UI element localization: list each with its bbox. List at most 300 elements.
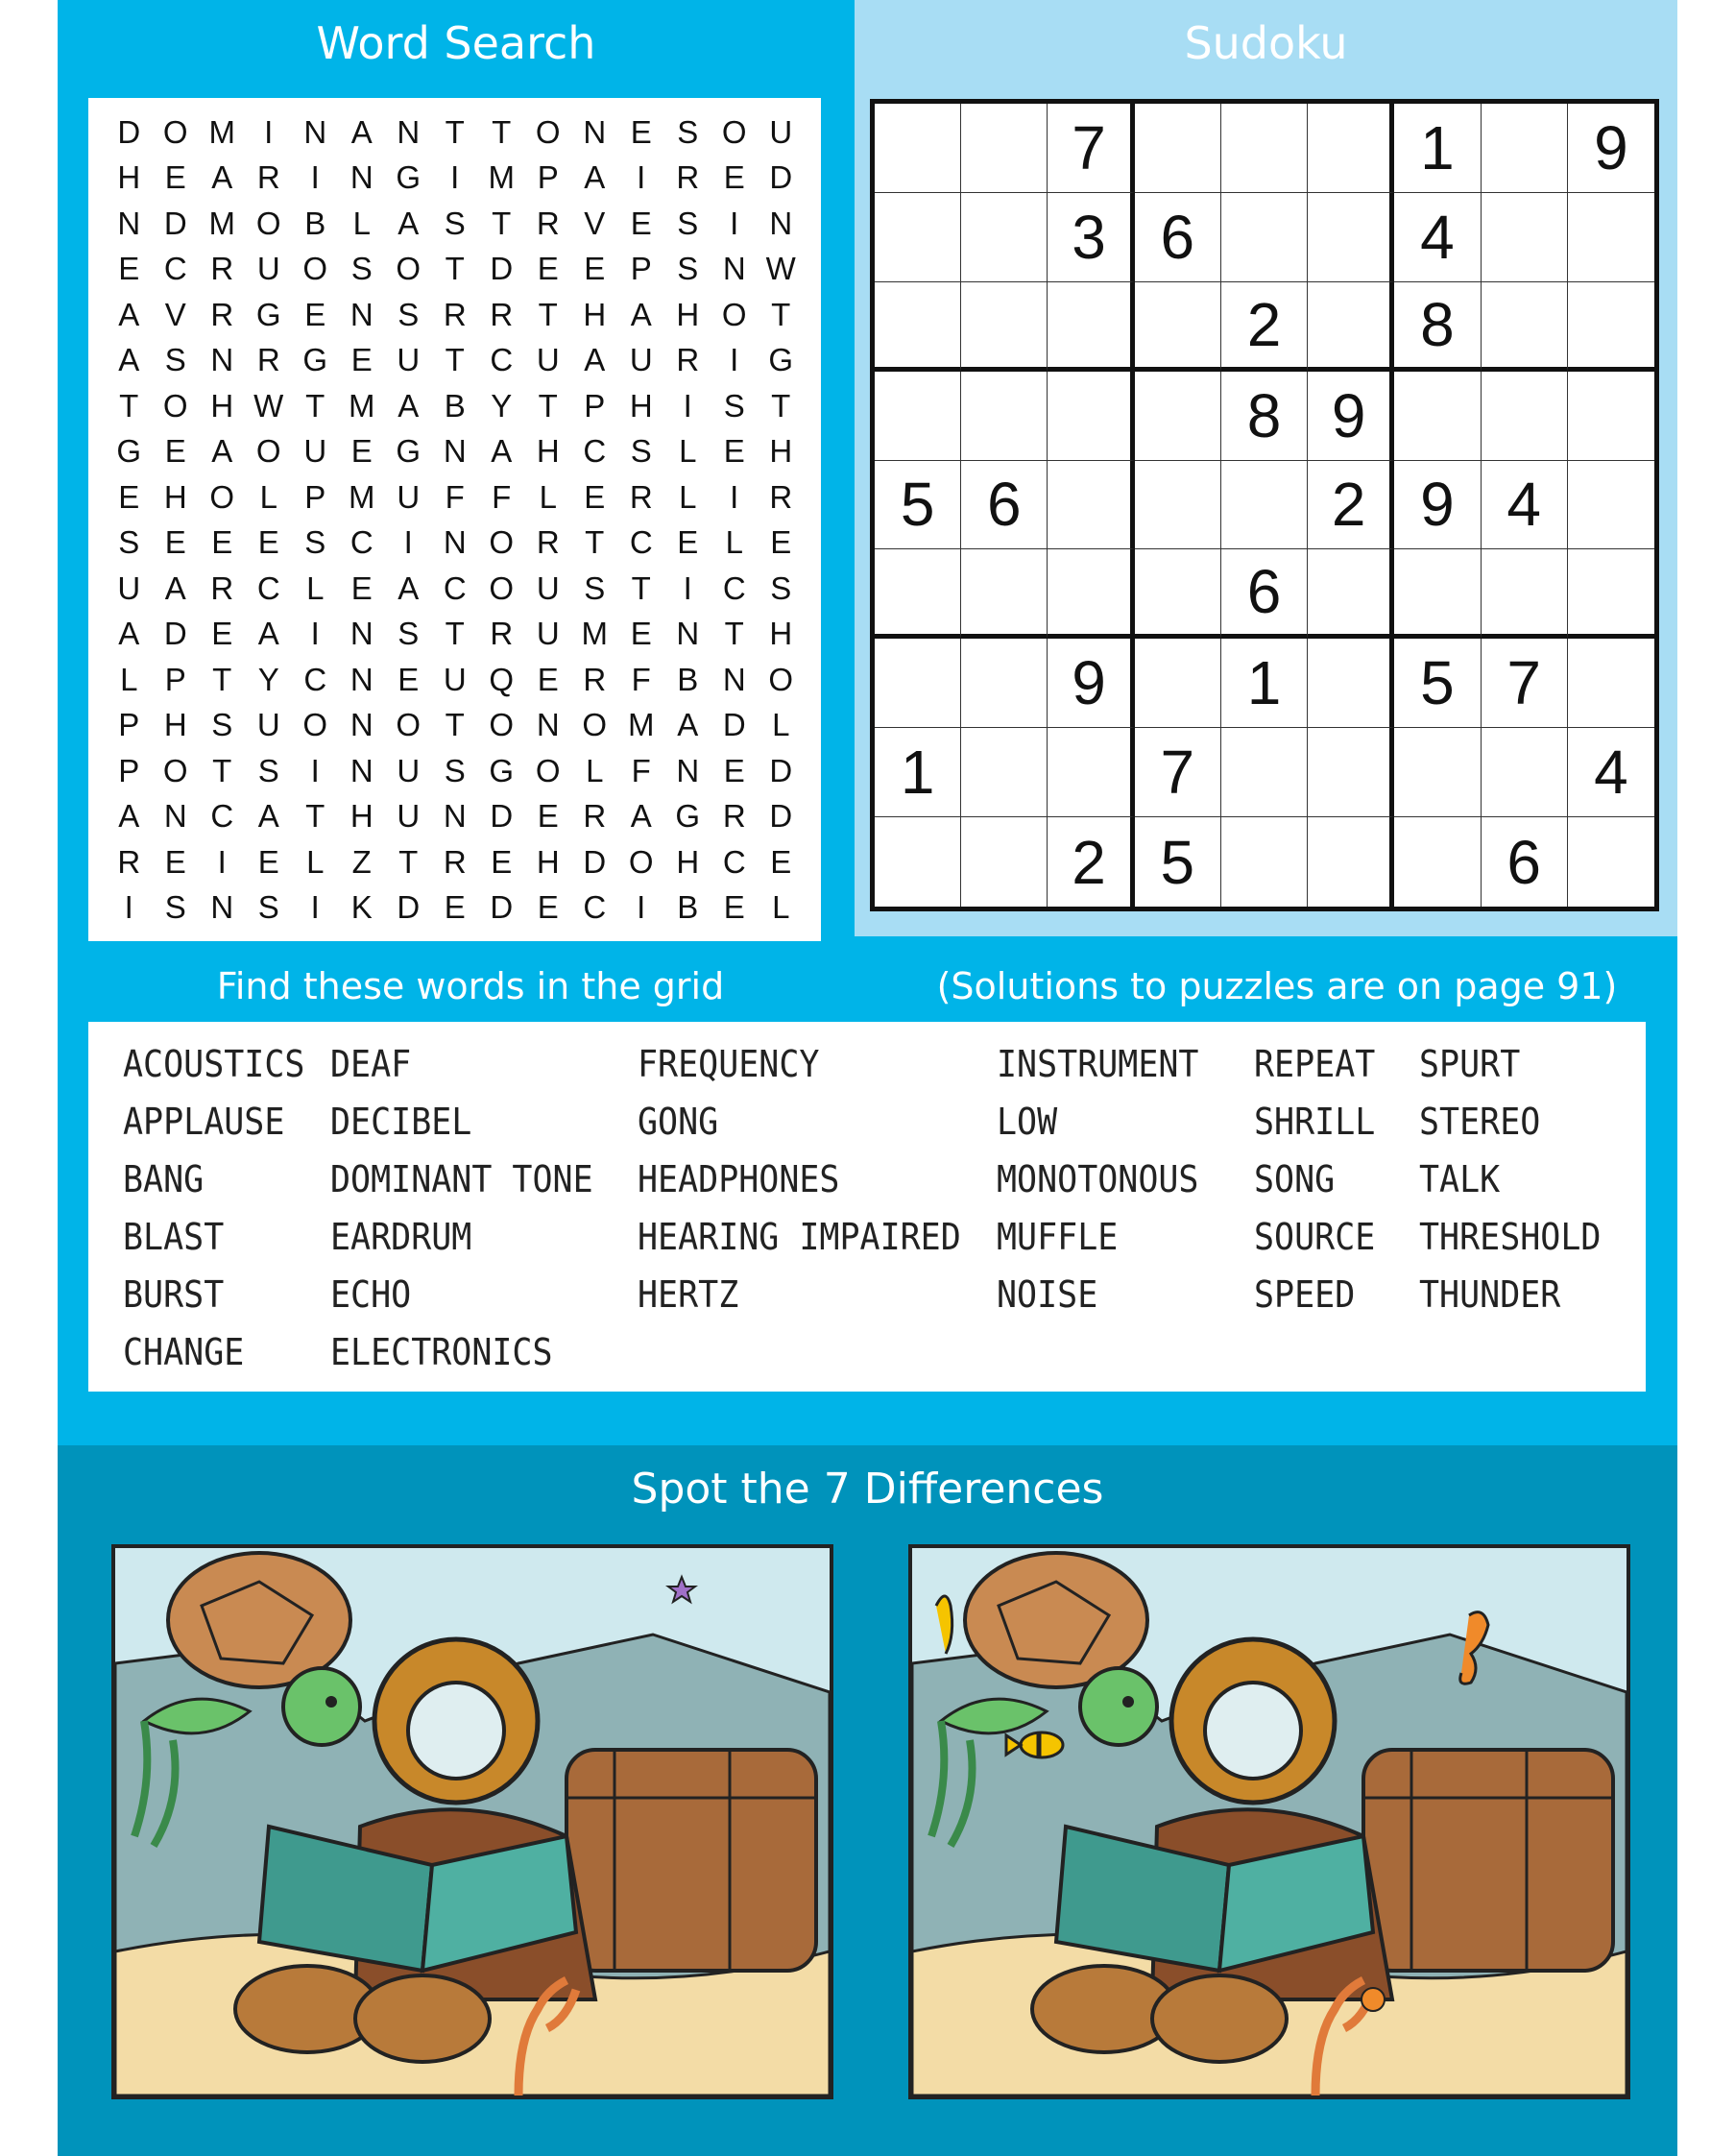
letter-cell[interactable]: T (538, 387, 558, 424)
letter-cell[interactable]: S (444, 205, 466, 241)
letter-cell[interactable]: U (397, 478, 421, 515)
sudoku-cell[interactable] (961, 728, 1048, 817)
letter-cell[interactable]: A (584, 159, 606, 196)
letter-cell[interactable]: E (723, 159, 745, 196)
letter-cell[interactable]: H (676, 843, 700, 880)
letter-cell[interactable]: O (768, 661, 794, 697)
letter-cell[interactable]: G (675, 798, 701, 835)
sudoku-cell[interactable]: 6 (1135, 193, 1221, 282)
letter-cell[interactable]: R (629, 478, 653, 515)
letter-cell[interactable]: W (765, 251, 796, 287)
letter-cell[interactable]: T (398, 843, 419, 880)
letter-cell[interactable]: A (677, 707, 699, 743)
letter-cell[interactable]: O (209, 478, 235, 515)
letter-cell[interactable]: T (445, 707, 465, 743)
letter-cell[interactable]: T (445, 251, 465, 287)
letter-cell[interactable]: R (256, 342, 280, 378)
sudoku-cell[interactable] (1048, 461, 1134, 550)
sudoku-cell[interactable] (1135, 104, 1221, 193)
letter-cell[interactable]: Q (489, 661, 515, 697)
letter-cell[interactable]: I (310, 159, 320, 196)
letter-cell[interactable]: D (769, 752, 793, 788)
letter-cell[interactable]: T (724, 616, 744, 652)
letter-cell[interactable]: E (211, 524, 233, 561)
letter-cell[interactable]: E (584, 251, 606, 287)
letter-cell[interactable]: C (629, 524, 653, 561)
scene-right-image[interactable] (908, 1544, 1630, 2099)
letter-cell[interactable]: V (164, 296, 186, 332)
letter-cell[interactable]: A (630, 296, 652, 332)
sudoku-cell[interactable]: 5 (1135, 817, 1221, 907)
letter-cell[interactable]: O (535, 752, 561, 788)
sudoku-cell[interactable] (1221, 193, 1308, 282)
letter-cell[interactable]: E (398, 661, 420, 697)
sudoku-cell[interactable] (1135, 549, 1221, 639)
letter-cell[interactable]: C (256, 569, 280, 606)
letter-cell[interactable]: G (396, 159, 422, 196)
sudoku-cell[interactable]: 6 (1221, 549, 1308, 639)
letter-cell[interactable]: I (217, 843, 227, 880)
letter-cell[interactable]: E (723, 889, 745, 926)
letter-cell[interactable]: A (630, 798, 652, 835)
sudoku-cell[interactable]: 3 (1048, 193, 1134, 282)
letter-cell[interactable]: E (537, 798, 559, 835)
letter-cell[interactable]: L (772, 889, 790, 926)
sudoku-cell[interactable] (875, 817, 961, 907)
sudoku-cell[interactable]: 5 (875, 461, 961, 550)
sudoku-cell[interactable] (1308, 549, 1394, 639)
letter-cell[interactable]: L (306, 843, 325, 880)
letter-cell[interactable]: E (118, 251, 140, 287)
letter-cell[interactable]: N (210, 342, 234, 378)
letter-cell[interactable]: R (536, 205, 560, 241)
letter-cell[interactable]: T (538, 296, 558, 332)
letter-cell[interactable]: P (304, 478, 326, 515)
sudoku-cell[interactable]: 6 (1482, 817, 1568, 907)
letter-cell[interactable]: A (398, 387, 420, 424)
letter-cell[interactable]: L (120, 661, 138, 697)
letter-cell[interactable]: S (164, 342, 186, 378)
letter-cell[interactable]: A (584, 342, 606, 378)
letter-cell[interactable]: E (537, 251, 559, 287)
letter-cell[interactable]: N (349, 707, 374, 743)
letter-cell[interactable]: E (723, 433, 745, 470)
sudoku-cell[interactable]: 7 (1482, 639, 1568, 728)
letter-cell[interactable]: I (310, 752, 320, 788)
sudoku-cell[interactable] (1568, 817, 1654, 907)
letter-cell[interactable]: U (629, 342, 653, 378)
letter-cell[interactable]: R (210, 569, 234, 606)
sudoku-cell[interactable] (1568, 372, 1654, 461)
letter-cell[interactable]: U (256, 707, 280, 743)
letter-cell[interactable]: O (535, 113, 561, 150)
letter-cell[interactable]: R (210, 251, 234, 287)
sudoku-cell[interactable]: 2 (1308, 461, 1394, 550)
sudoku-cell[interactable] (1482, 728, 1568, 817)
sudoku-cell[interactable] (875, 549, 961, 639)
letter-cell[interactable]: C (583, 889, 607, 926)
letter-cell[interactable]: A (118, 296, 140, 332)
sudoku-cell[interactable] (1048, 549, 1134, 639)
letter-cell[interactable]: T (305, 387, 325, 424)
letter-cell[interactable]: W (253, 387, 284, 424)
letter-cell[interactable]: L (306, 569, 325, 606)
sudoku-cell[interactable] (1308, 104, 1394, 193)
letter-cell[interactable]: E (770, 524, 792, 561)
letter-cell[interactable]: R (722, 798, 746, 835)
letter-cell[interactable]: N (722, 251, 746, 287)
letter-cell[interactable]: K (350, 889, 373, 926)
sudoku-cell[interactable] (1308, 193, 1394, 282)
letter-cell[interactable]: M (581, 616, 608, 652)
letter-cell[interactable]: E (630, 205, 652, 241)
letter-cell[interactable]: S (211, 707, 233, 743)
letter-cell[interactable]: A (398, 205, 420, 241)
letter-cell[interactable]: A (164, 569, 186, 606)
letter-cell[interactable]: O (489, 569, 515, 606)
sudoku-cell[interactable] (961, 639, 1048, 728)
letter-cell[interactable]: E (164, 159, 186, 196)
letter-cell[interactable]: O (628, 843, 654, 880)
letter-cell[interactable]: O (721, 296, 747, 332)
sudoku-cell[interactable] (875, 372, 961, 461)
letter-cell[interactable]: I (730, 478, 739, 515)
letter-cell[interactable]: U (536, 616, 560, 652)
sudoku-cell[interactable] (961, 104, 1048, 193)
sudoku-cell[interactable] (1308, 728, 1394, 817)
sudoku-cell[interactable]: 7 (1135, 728, 1221, 817)
letter-cell[interactable]: G (768, 342, 794, 378)
letter-cell[interactable]: P (584, 387, 606, 424)
sudoku-cell[interactable] (961, 282, 1048, 372)
letter-cell[interactable]: R (583, 661, 607, 697)
letter-cell[interactable]: R (676, 159, 700, 196)
letter-cell[interactable]: A (398, 569, 420, 606)
letter-cell[interactable]: P (118, 707, 140, 743)
letter-cell[interactable]: N (397, 113, 421, 150)
letter-cell[interactable]: R (676, 342, 700, 378)
sudoku-cell[interactable] (1135, 461, 1221, 550)
letter-cell[interactable]: C (303, 661, 327, 697)
letter-cell[interactable]: O (255, 433, 281, 470)
letter-cell[interactable]: D (769, 798, 793, 835)
letter-cell[interactable]: T (585, 524, 605, 561)
sudoku-cell[interactable] (1394, 549, 1481, 639)
letter-cell[interactable]: E (350, 342, 373, 378)
sudoku-cell[interactable]: 7 (1048, 104, 1134, 193)
sudoku-cell[interactable] (1135, 372, 1221, 461)
letter-cell[interactable]: H (629, 387, 653, 424)
letter-cell[interactable]: P (537, 159, 559, 196)
letter-cell[interactable]: D (769, 159, 793, 196)
letter-cell[interactable]: R (117, 843, 141, 880)
sudoku-cell[interactable]: 9 (1394, 461, 1481, 550)
letter-cell[interactable]: E (257, 524, 279, 561)
letter-cell[interactable]: S (770, 569, 792, 606)
letter-cell[interactable]: S (677, 205, 699, 241)
sudoku-cell[interactable] (875, 639, 961, 728)
letter-cell[interactable]: U (397, 752, 421, 788)
letter-cell[interactable]: I (730, 342, 739, 378)
letter-cell[interactable]: A (257, 616, 279, 652)
letter-cell[interactable]: S (677, 113, 699, 150)
letter-cell[interactable]: R (490, 296, 514, 332)
letter-cell[interactable]: O (489, 707, 515, 743)
letter-cell[interactable]: F (445, 478, 465, 515)
letter-cell[interactable]: I (730, 205, 739, 241)
sudoku-cell[interactable]: 1 (1394, 104, 1481, 193)
letter-cell[interactable]: T (445, 616, 465, 652)
letter-cell[interactable]: C (583, 433, 607, 470)
letter-cell[interactable]: B (677, 889, 699, 926)
sudoku-cell[interactable] (1482, 282, 1568, 372)
word-search-grid[interactable] (106, 109, 805, 931)
sudoku-cell[interactable]: 6 (961, 461, 1048, 550)
sudoku-cell[interactable] (1221, 817, 1308, 907)
letter-cell[interactable]: Y (257, 661, 279, 697)
letter-cell[interactable]: E (304, 296, 326, 332)
letter-cell[interactable]: A (118, 798, 140, 835)
letter-cell[interactable]: C (163, 251, 187, 287)
letter-cell[interactable]: U (536, 569, 560, 606)
letter-cell[interactable]: E (537, 661, 559, 697)
letter-cell[interactable]: E (164, 524, 186, 561)
letter-cell[interactable]: E (118, 478, 140, 515)
letter-cell[interactable]: F (631, 661, 651, 697)
letter-cell[interactable]: I (683, 569, 692, 606)
letter-cell[interactable]: C (490, 342, 514, 378)
sudoku-cell[interactable]: 5 (1394, 639, 1481, 728)
letter-cell[interactable]: O (489, 524, 515, 561)
letter-cell[interactable]: I (310, 616, 320, 652)
letter-cell[interactable]: R (256, 159, 280, 196)
letter-cell[interactable]: R (769, 478, 793, 515)
letter-cell[interactable]: H (210, 387, 234, 424)
letter-cell[interactable]: S (257, 752, 279, 788)
letter-cell[interactable]: I (637, 889, 646, 926)
sudoku-cell[interactable] (875, 193, 961, 282)
letter-cell[interactable]: M (208, 205, 235, 241)
letter-cell[interactable]: B (444, 387, 466, 424)
letter-cell[interactable]: S (677, 251, 699, 287)
letter-cell[interactable]: N (443, 433, 467, 470)
letter-cell[interactable]: A (118, 616, 140, 652)
sudoku-cell[interactable] (1568, 461, 1654, 550)
sudoku-cell[interactable] (1135, 282, 1221, 372)
letter-cell[interactable]: N (349, 296, 374, 332)
letter-cell[interactable]: D (117, 113, 141, 150)
letter-cell[interactable]: E (677, 524, 699, 561)
sudoku-cell[interactable] (1308, 639, 1394, 728)
sudoku-cell[interactable]: 9 (1308, 372, 1394, 461)
letter-cell[interactable]: O (162, 113, 188, 150)
letter-cell[interactable]: A (257, 798, 279, 835)
letter-cell[interactable]: I (124, 889, 133, 926)
letter-cell[interactable]: E (211, 616, 233, 652)
letter-cell[interactable]: I (683, 387, 692, 424)
letter-cell[interactable]: O (162, 387, 188, 424)
letter-cell[interactable]: O (302, 251, 328, 287)
letter-cell[interactable]: L (679, 433, 697, 470)
sudoku-cell[interactable]: 2 (1221, 282, 1308, 372)
letter-cell[interactable]: S (304, 524, 326, 561)
letter-cell[interactable]: N (583, 113, 607, 150)
letter-cell[interactable]: I (310, 889, 320, 926)
letter-cell[interactable]: U (256, 251, 280, 287)
letter-cell[interactable]: S (257, 889, 279, 926)
letter-cell[interactable]: E (723, 752, 745, 788)
letter-cell[interactable]: T (492, 113, 512, 150)
letter-cell[interactable]: T (771, 296, 791, 332)
sudoku-cell[interactable] (961, 549, 1048, 639)
letter-cell[interactable]: L (539, 478, 557, 515)
letter-cell[interactable]: T (305, 798, 325, 835)
letter-cell[interactable]: M (628, 707, 655, 743)
letter-cell[interactable]: N (349, 616, 374, 652)
letter-cell[interactable]: R (536, 524, 560, 561)
letter-cell[interactable]: R (583, 798, 607, 835)
letter-cell[interactable]: C (349, 524, 374, 561)
letter-cell[interactable]: L (772, 707, 790, 743)
sudoku-cell[interactable]: 4 (1568, 728, 1654, 817)
sudoku-cell[interactable] (1221, 461, 1308, 550)
letter-cell[interactable]: S (118, 524, 140, 561)
letter-cell[interactable]: C (443, 569, 467, 606)
letter-cell[interactable]: S (350, 251, 373, 287)
letter-cell[interactable]: H (676, 296, 700, 332)
letter-cell[interactable]: U (397, 342, 421, 378)
letter-cell[interactable]: E (770, 843, 792, 880)
letter-cell[interactable]: D (722, 707, 746, 743)
letter-cell[interactable]: R (210, 296, 234, 332)
letter-cell[interactable]: O (255, 205, 281, 241)
letter-cell[interactable]: E (491, 843, 513, 880)
letter-cell[interactable]: H (163, 707, 187, 743)
letter-cell[interactable]: M (349, 478, 375, 515)
letter-cell[interactable]: E (630, 113, 652, 150)
letter-cell[interactable]: E (164, 843, 186, 880)
letter-cell[interactable]: T (631, 569, 651, 606)
sudoku-cell[interactable] (1394, 372, 1481, 461)
letter-cell[interactable]: B (304, 205, 326, 241)
sudoku-cell[interactable] (961, 193, 1048, 282)
letter-cell[interactable]: S (584, 569, 606, 606)
sudoku-cell[interactable]: 4 (1482, 461, 1568, 550)
letter-cell[interactable]: A (211, 159, 233, 196)
letter-cell[interactable]: H (536, 843, 560, 880)
letter-cell[interactable]: L (679, 478, 697, 515)
letter-cell[interactable]: U (397, 798, 421, 835)
letter-cell[interactable]: E (537, 889, 559, 926)
letter-cell[interactable]: D (163, 205, 187, 241)
letter-cell[interactable]: Y (491, 387, 513, 424)
sudoku-cell[interactable]: 1 (1221, 639, 1308, 728)
letter-cell[interactable]: I (450, 159, 460, 196)
letter-cell[interactable]: E (350, 569, 373, 606)
letter-cell[interactable]: A (350, 113, 373, 150)
letter-cell[interactable]: N (722, 661, 746, 697)
sudoku-cell[interactable] (1482, 193, 1568, 282)
letter-cell[interactable]: I (264, 113, 274, 150)
letter-cell[interactable]: E (630, 616, 652, 652)
letter-cell[interactable]: N (349, 752, 374, 788)
letter-cell[interactable]: P (118, 752, 140, 788)
letter-cell[interactable]: N (676, 616, 700, 652)
letter-cell[interactable]: U (536, 342, 560, 378)
sudoku-cell[interactable] (875, 104, 961, 193)
sudoku-cell[interactable] (1394, 728, 1481, 817)
letter-cell[interactable]: N (117, 205, 141, 241)
letter-cell[interactable]: E (257, 843, 279, 880)
letter-cell[interactable]: H (583, 296, 607, 332)
letter-cell[interactable]: A (491, 433, 513, 470)
letter-cell[interactable]: N (349, 159, 374, 196)
letter-cell[interactable]: H (769, 433, 793, 470)
letter-cell[interactable]: D (490, 798, 514, 835)
letter-cell[interactable]: T (771, 387, 791, 424)
letter-cell[interactable]: S (723, 387, 745, 424)
letter-cell[interactable]: N (769, 205, 793, 241)
letter-cell[interactable]: N (536, 707, 560, 743)
sudoku-cell[interactable] (1135, 639, 1221, 728)
letter-cell[interactable]: H (163, 478, 187, 515)
letter-cell[interactable]: C (210, 798, 234, 835)
letter-cell[interactable]: P (164, 661, 186, 697)
letter-cell[interactable]: D (163, 616, 187, 652)
letter-cell[interactable]: H (117, 159, 141, 196)
letter-cell[interactable]: I (403, 524, 413, 561)
letter-cell[interactable]: B (677, 661, 699, 697)
letter-cell[interactable]: D (583, 843, 607, 880)
letter-cell[interactable]: O (302, 707, 328, 743)
letter-cell[interactable]: S (398, 296, 420, 332)
letter-cell[interactable]: N (210, 889, 234, 926)
letter-cell[interactable]: L (725, 524, 743, 561)
sudoku-cell[interactable]: 9 (1568, 104, 1654, 193)
letter-cell[interactable]: U (769, 113, 793, 150)
letter-cell[interactable]: H (769, 616, 793, 652)
letter-cell[interactable]: N (163, 798, 187, 835)
sudoku-cell[interactable]: 2 (1048, 817, 1134, 907)
letter-cell[interactable]: V (584, 205, 606, 241)
letter-cell[interactable]: T (445, 342, 465, 378)
letter-cell[interactable]: G (489, 752, 515, 788)
letter-cell[interactable]: U (303, 433, 327, 470)
sudoku-cell[interactable] (961, 372, 1048, 461)
letter-cell[interactable]: S (630, 433, 652, 470)
sudoku-cell[interactable] (1221, 104, 1308, 193)
letter-cell[interactable]: G (116, 433, 142, 470)
sudoku-cell[interactable] (1568, 282, 1654, 372)
sudoku-cell[interactable] (1048, 372, 1134, 461)
letter-cell[interactable]: R (443, 843, 467, 880)
letter-cell[interactable]: P (630, 251, 652, 287)
letter-cell[interactable]: M (349, 387, 375, 424)
letter-cell[interactable]: G (396, 433, 422, 470)
sudoku-cell[interactable] (1048, 728, 1134, 817)
letter-cell[interactable]: N (303, 113, 327, 150)
letter-cell[interactable]: L (352, 205, 371, 241)
letter-cell[interactable]: O (582, 707, 608, 743)
letter-cell[interactable]: C (722, 843, 746, 880)
sudoku-cell[interactable]: 8 (1394, 282, 1481, 372)
letter-cell[interactable]: O (721, 113, 747, 150)
letter-cell[interactable]: S (398, 616, 420, 652)
letter-cell[interactable]: H (536, 433, 560, 470)
letter-cell[interactable]: G (255, 296, 281, 332)
sudoku-cell[interactable]: 9 (1048, 639, 1134, 728)
letter-cell[interactable]: O (396, 251, 422, 287)
